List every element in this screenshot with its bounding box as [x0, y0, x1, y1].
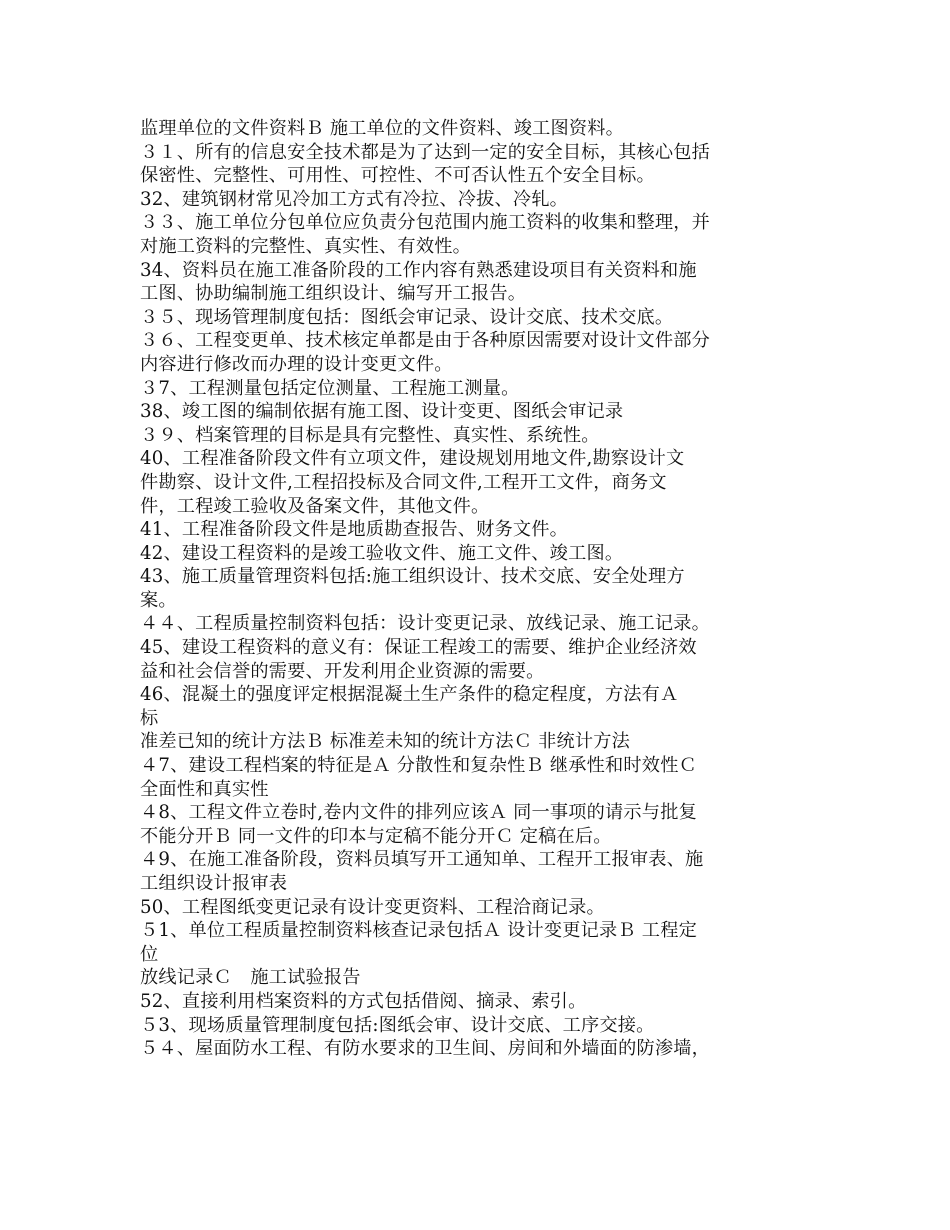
text-line: ３５、现场管理制度包括：图纸会审记录、设计交底、技术交底。 [140, 306, 674, 328]
text-line: 放线记录Ｃ 施工试验报告 [140, 967, 361, 989]
text-line: 52、直接利用档案资料的方式包括借阅、摘录、索引。 [140, 990, 587, 1012]
text-line: 32、建筑钢材常见冷加工方式有冷拉、冷拔、冷轧。 [140, 188, 569, 210]
text-line: 43、施工质量管理资料包括:施工组织设计、技术交底、安全处理方 [140, 566, 685, 588]
text-line: ５４、屋面防水工程、有防水要求的卫生间、房间和外墙面的防渗墙， [140, 1038, 711, 1060]
text-line: 监理单位的文件资料Ｂ 施工单位的文件资料、竣工图资料。 [140, 118, 625, 139]
text-line: 标 [140, 707, 159, 729]
text-line: 45、建设工程资料的意义有：保证工程竣工的需要、维护企业经济效 [140, 637, 697, 659]
text-line: 对施工资料的完整性、真实性、有效性。 [140, 235, 471, 257]
text-line: 准差已知的统计方法Ｂ 标准差未知的统计方法Ｃ 非统计方法 [140, 731, 631, 753]
text-line: ５3、现场质量管理制度包括:图纸会审、设计交底、工序交接。 [140, 1014, 655, 1036]
text-line: ３３、施工单位分包单位应负责分包范围内施工资料的收集和整理，并 [140, 212, 711, 234]
text-line: ３６、工程变更单、技术核定单都是由于各种原因需要对设计文件部分 [140, 330, 711, 352]
text-line: 案。 [140, 589, 177, 611]
text-line: ４8、工程文件立卷时,卷内文件的排列应该Ａ 同一事项的请示与批复 [140, 802, 697, 824]
text-line: ４４、工程质量控制资料包括：设计变更记录、放线记录、施工记录。 [140, 613, 711, 635]
text-line: ４7、建设工程档案的特征是Ａ 分散性和复杂性Ｂ 继承性和时效性Ｃ [140, 755, 697, 777]
text-line: ３7、工程测量包括定位测量、工程施工测量。 [140, 377, 520, 399]
text-line: 全面性和真实性 [140, 778, 269, 800]
text-line: 内容进行修改而办理的设计变更文件。 [140, 353, 453, 375]
text-line: ４9、在施工准备阶段，资料员填写开工通知单、工程开工报审表、施 [140, 849, 704, 871]
text-line: 50、工程图纸变更记录有设计变更资料、工程洽商记录。 [140, 896, 605, 918]
text-line: 工组织设计报审表 [140, 873, 288, 894]
text-line: 位 [140, 943, 159, 965]
text-line: 件勘察、设计文件,工程招投标及合同文件,工程开工文件，商务文 [140, 471, 667, 493]
text-line: 件，工程竣工验收及备案文件，其他文件。 [140, 495, 490, 517]
text-line: 34、资料员在施工准备阶段的工作内容有熟悉建设项目有关资料和施 [140, 259, 697, 281]
text-line: ３９、档案管理的目标是具有完整性、真实性、系统性。 [140, 424, 600, 446]
text-line: 保密性、完整性、可用性、可控性、不可否认性五个安全目标。 [140, 165, 655, 187]
text-line: 不能分开Ｂ 同一文件的印本与定稿不能分开Ｃ 定稿在后。 [140, 825, 612, 847]
text-line: 41、工程准备阶段文件是地质勘查报告、财务文件。 [140, 519, 569, 541]
text-line: 42、建设工程资料的是竣工验收文件、施工文件、竣工图。 [140, 542, 624, 564]
document-body [140, 117, 840, 1061]
text-line: 40、工程准备阶段文件有立项文件，建设规划用地文件,勘察设计文 [140, 448, 685, 470]
text-line: 益和社会信誉的需要、开发利用企业资源的需要。 [140, 660, 545, 682]
text-line: 46、混凝土的强度评定根据混凝土生产条件的稳定程度，方法有Ａ [140, 684, 679, 706]
text-line: 工图、协助编制施工组织设计、编写开工报告。 [140, 283, 527, 305]
text-line: 38、竣工图的编制依据有施工图、设计变更、图纸会审记录 [140, 401, 624, 423]
text-line: ３１、所有的信息安全技术都是为了达到一定的安全目标，其核心包括 [140, 141, 711, 163]
text-line: ５1、单位工程质量控制资料核查记录包括Ａ 设计变更记录Ｂ 工程定 [140, 920, 697, 942]
